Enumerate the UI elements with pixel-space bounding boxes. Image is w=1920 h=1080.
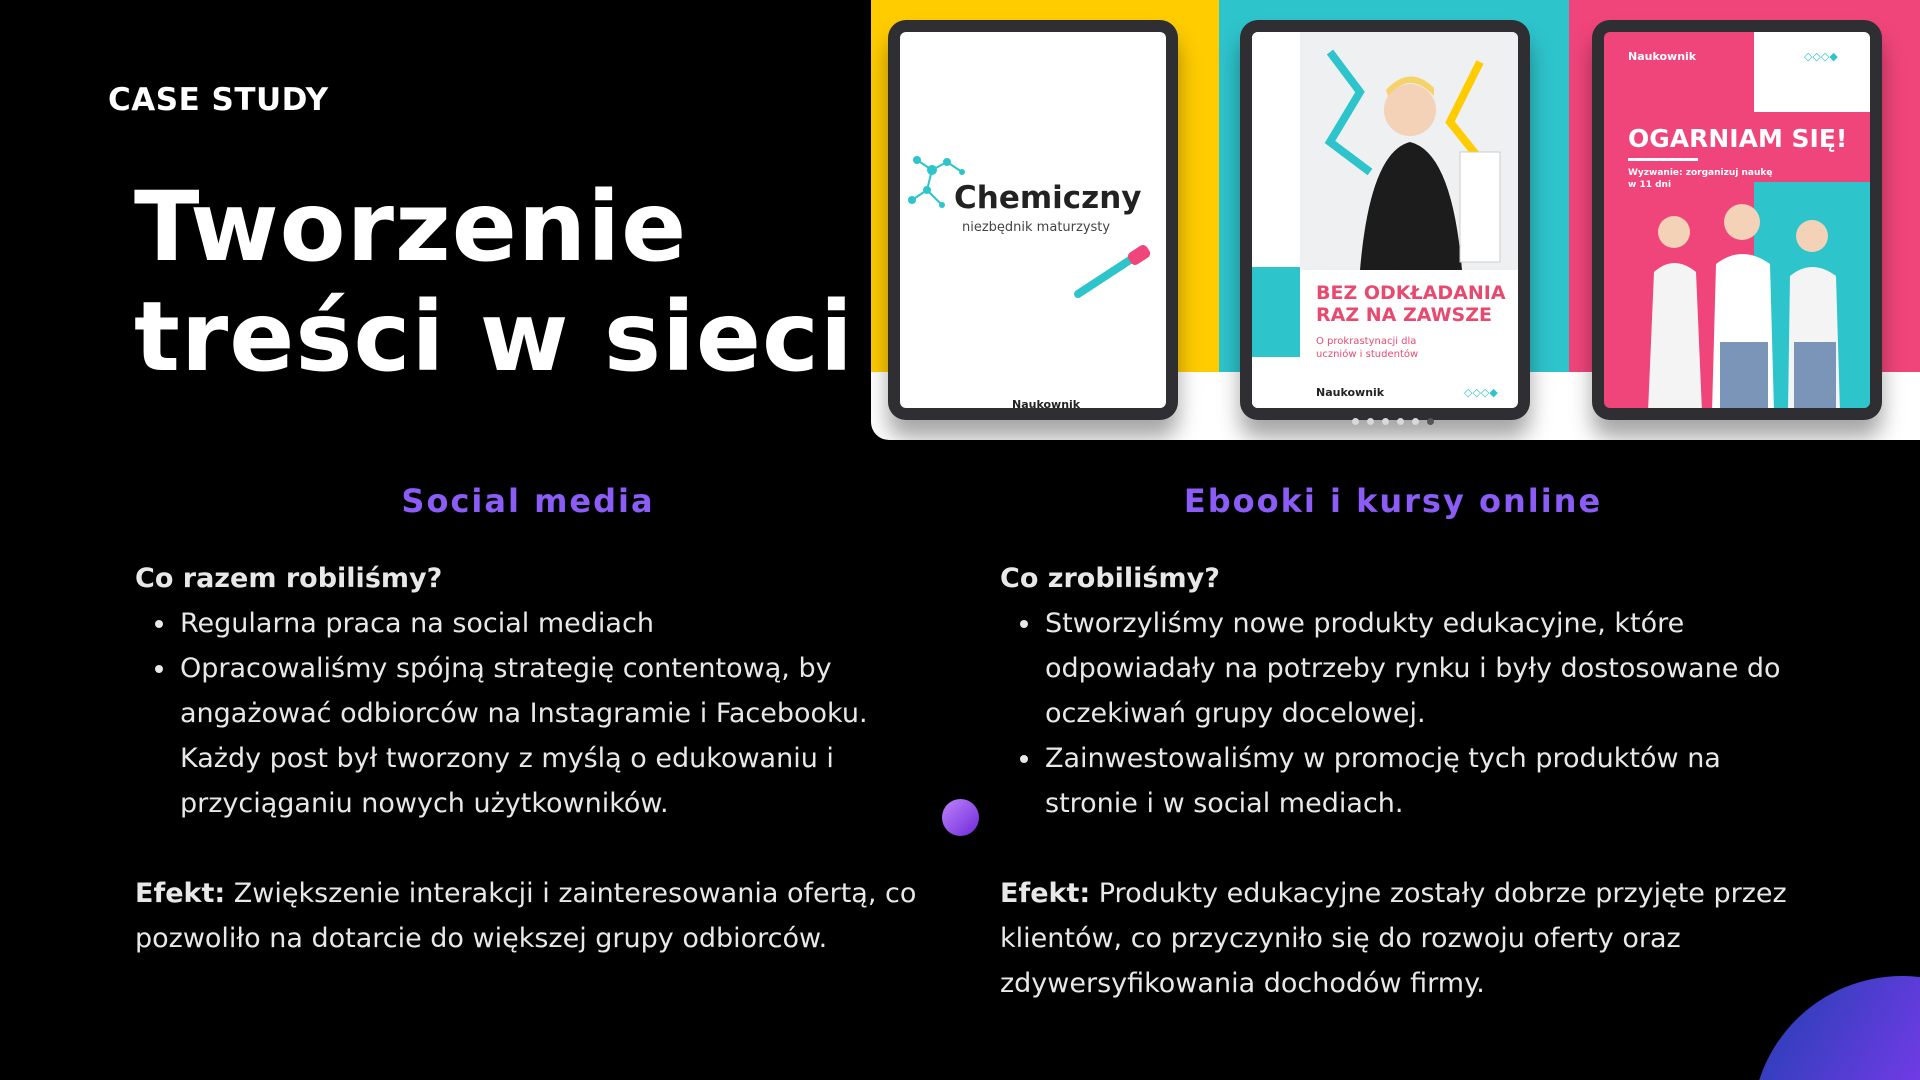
social-media-question: Co razem robiliśmy?	[135, 563, 443, 594]
pager-dot[interactable]	[1352, 418, 1359, 425]
social-media-column	[135, 556, 935, 961]
ebook3-diamonds-icon: ◇◇◇◆	[1804, 50, 1838, 63]
ebook2-subtitle-1: O prokrastynacji dla	[1316, 336, 1417, 347]
effect-label: Efekt:	[1000, 878, 1091, 909]
ebook3-title: OGARNIAM SIĘ!	[1628, 124, 1848, 153]
ebook3-title-underline	[1628, 158, 1698, 161]
effect-label: Efekt:	[135, 878, 226, 909]
ebook2-title-2: RAZ NA ZAWSZE	[1316, 304, 1492, 326]
ebook-tablet-ogarniam[interactable]	[1592, 20, 1882, 420]
title-line-1: Tworzenie	[134, 171, 688, 283]
ebook2-teal-block	[1252, 267, 1300, 357]
page-title	[134, 172, 854, 392]
ebook2-subtitle-2: uczniów i studentów	[1316, 349, 1419, 360]
social-media-effect	[135, 871, 935, 961]
ebook-gallery[interactable]	[871, 0, 1920, 440]
list-item: Stworzyliśmy nowe produkty edukacyjne, które odpowiadały na potrzeby rynku i były dostosowane do oczekiwań grupy docelowej.	[1000, 601, 1800, 736]
eyebrow-label: CASE STUDY	[108, 82, 329, 118]
ebooks-heading: Ebooki i kursy online	[1183, 482, 1603, 520]
social-media-list	[135, 601, 935, 826]
effect-text: Produkty edukacyjne zostały dobrze przyjęte przez klientów, co przyczyniło się do rozwoju oferty oraz zdywersyfikowania dochodów firmy.	[1000, 878, 1787, 999]
effect-text: Zwiększenie interakcji i zainteresowania ofertą, co pozwoliło na dotarcie do większej grupy odbiorców.	[135, 878, 917, 954]
ebook2-title-1: BEZ ODKŁADANIA	[1316, 282, 1506, 304]
ebook-tablet-prokrastynacja[interactable]	[1240, 20, 1530, 420]
ebooks-list	[1000, 601, 1800, 826]
ebook3-white-block	[1754, 32, 1870, 112]
pager-dot[interactable]	[1397, 418, 1404, 425]
ebooks-column	[1000, 556, 1800, 1006]
pager-dot[interactable]	[1427, 418, 1434, 425]
ebook-tablet-chemiczny[interactable]	[888, 20, 1178, 420]
title-line-2: treści w sieci	[134, 281, 854, 393]
ebook3-people-illustration	[1604, 192, 1870, 408]
social-media-heading: Social media	[401, 482, 655, 520]
list-item: Zainwestowaliśmy w promocję tych produktów na stronie i w social mediach.	[1000, 736, 1800, 826]
ebooks-effect	[1000, 871, 1800, 1006]
ebook3-brand: Naukownik	[1628, 50, 1697, 63]
ebook1-brand: Naukownik	[1012, 398, 1081, 408]
decorative-orb	[942, 799, 979, 836]
ebooks-question: Co zrobiliśmy?	[1000, 563, 1220, 594]
ebook2-photo-illustration	[1300, 32, 1518, 270]
pager-dot[interactable]	[1367, 418, 1374, 425]
pipette-icon	[1070, 242, 1160, 302]
gallery-pager[interactable]	[1352, 418, 1434, 425]
ebook2-brand: Naukownik	[1316, 386, 1385, 399]
pager-dot[interactable]	[1382, 418, 1389, 425]
ebook3-subtitle-2: w 11 dni	[1628, 180, 1672, 190]
pager-dot[interactable]	[1412, 418, 1419, 425]
ebook3-subtitle-1: Wyzwanie: zorganizuj naukę	[1628, 168, 1773, 178]
list-item: Opracowaliśmy spójną strategię contentową, by angażować odbiorców na Instagramie i Facebooku. Każdy post był tworzony z myślą o edukowaniu i przyciąganiu nowych użytkowników.	[135, 646, 935, 826]
ebook1-subtitle: niezbędnik maturzysty	[962, 220, 1111, 235]
ebook2-diamonds-icon: ◇◇◇◆	[1464, 386, 1498, 399]
list-item: Regularna praca na social mediach	[135, 601, 935, 646]
ebook1-title: Chemiczny	[954, 180, 1142, 216]
